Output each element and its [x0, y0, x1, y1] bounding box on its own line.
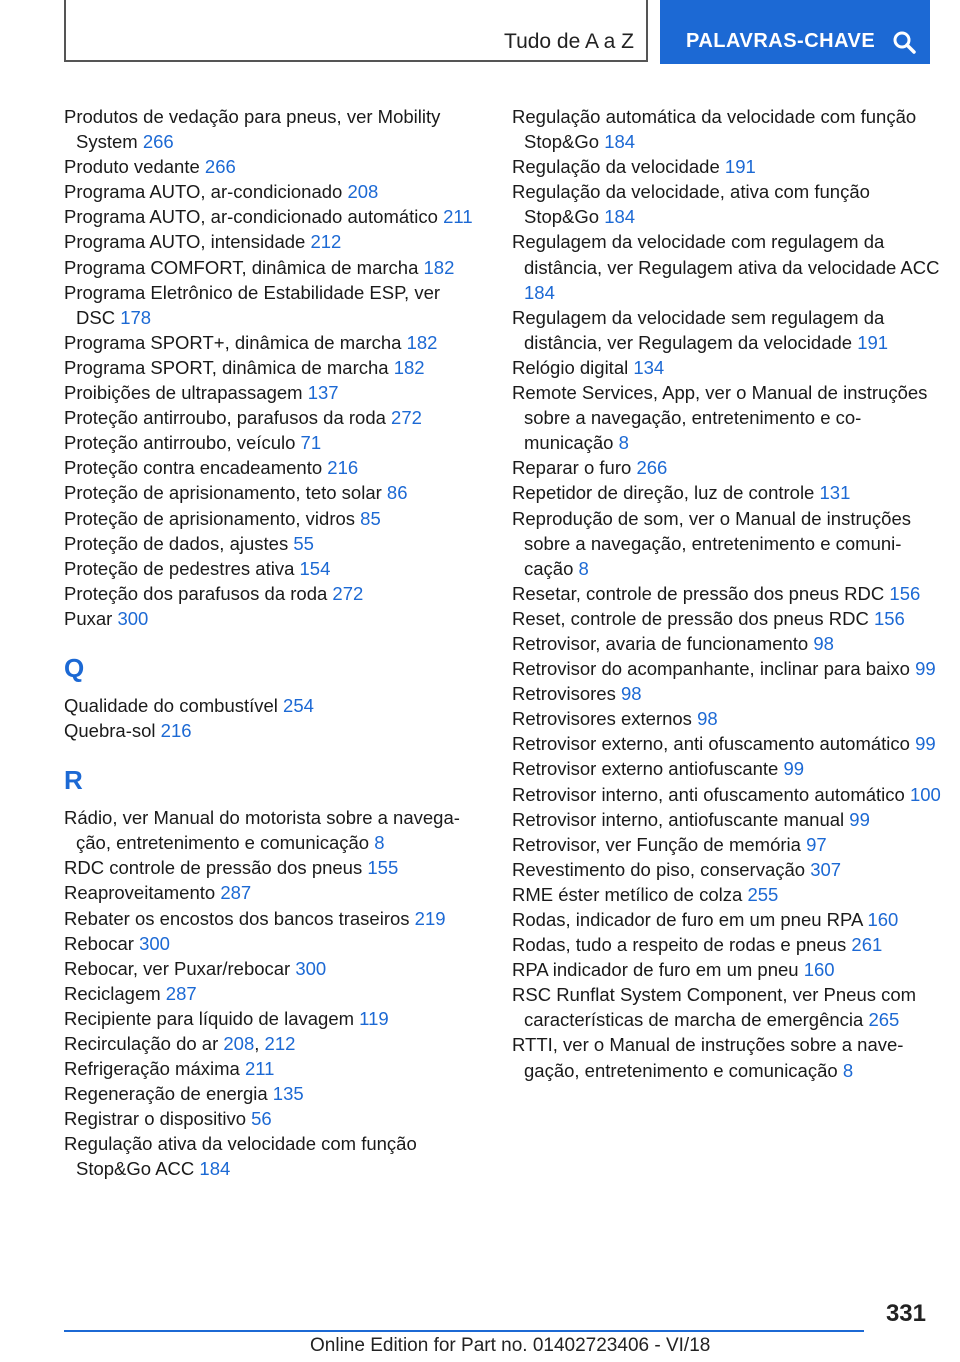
- index-entry-text: Rodas, tudo a respeito de rodas e pneus: [512, 934, 852, 956]
- page-link[interactable]: 184: [199, 1158, 231, 1180]
- index-entry: [64, 179, 484, 204]
- index-entry: [64, 455, 484, 480]
- index-entry: [512, 581, 942, 606]
- index-entry: [512, 305, 942, 355]
- index-entry-text: Reparar o furo: [512, 457, 637, 479]
- index-entry-text: Regulagem da velocidade sem regulagem da distância, ver Regulagem da velocidade: [512, 306, 885, 353]
- index-entry-text: Proteção dos parafusos da roda: [64, 582, 333, 604]
- page-link[interactable]: 212: [310, 231, 342, 253]
- page-link[interactable]: 8: [842, 1059, 854, 1081]
- index-entry: [512, 631, 942, 656]
- page-link[interactable]: 191: [857, 331, 889, 353]
- page-link[interactable]: 265: [868, 1009, 900, 1031]
- index-entry: [64, 1031, 484, 1056]
- page-link[interactable]: 99: [915, 733, 936, 755]
- page-link[interactable]: 216: [327, 457, 359, 479]
- page-link[interactable]: 55: [293, 532, 314, 554]
- index-entry-text: RME éster metílico de colza: [512, 883, 748, 905]
- page-link[interactable]: 98: [620, 683, 642, 705]
- index-entry-text: Regeneração de energia: [64, 1083, 273, 1105]
- index-entry-text: Rebocar, ver Puxar/rebocar: [64, 957, 296, 979]
- page-link[interactable]: 98: [813, 632, 834, 654]
- page-link[interactable]: 219: [414, 907, 446, 929]
- index-entry: [512, 957, 942, 982]
- index-entry: [64, 330, 484, 355]
- index-entry-text: Proteção antirroubo, veículo: [64, 432, 301, 454]
- index-entry: [64, 1106, 484, 1131]
- index-entry: [64, 718, 484, 743]
- index-entry-text: Recirculação do ar: [64, 1033, 224, 1054]
- index-entry-text: Produtos de vedação para pneus, ver Mobility System: [64, 106, 441, 153]
- index-entry-text: Retrovisor interno, anti ofuscamento automático: [512, 783, 910, 805]
- index-entry: [64, 280, 484, 330]
- index-entry: [64, 380, 484, 405]
- index-entry-text: Quebra-sol: [64, 720, 161, 742]
- page-link[interactable]: 300: [139, 932, 170, 954]
- index-entry: [64, 1081, 484, 1106]
- index-entry-text: RSC Runflat System Component, ver Pneus com características de marcha de emergência: [512, 984, 917, 1031]
- index-entry-text: Proteção antirroubo, parafusos da roda: [64, 407, 392, 429]
- index-entry-text: Rebocar: [64, 932, 140, 954]
- index-entry-text: Revestimento do piso, conservação: [512, 858, 811, 880]
- index-column-right: [512, 104, 942, 1083]
- page-link[interactable]: 155: [367, 857, 399, 879]
- index-entry: [64, 906, 484, 931]
- index-entry: [64, 805, 484, 855]
- index-entry-text: Regulação ativa da velocidade com função Stop&Go ACC: [64, 1133, 417, 1180]
- index-entry: [512, 706, 942, 731]
- footer-edition: Online Edition for Part no. 01402723406 - VI/18: [310, 1335, 711, 1356]
- index-entry-text: Retrovisor do acompanhante, inclinar para baixo: [512, 658, 916, 680]
- page-link[interactable]: 212: [264, 1033, 296, 1054]
- index-entry: [512, 506, 942, 581]
- footer-divider: [64, 1330, 864, 1332]
- page-link[interactable]: 184: [524, 281, 555, 303]
- index-entry-text: Relógio digital: [512, 356, 634, 378]
- page-separator: ,: [254, 1033, 265, 1054]
- index-entry-text: Retrovisores: [512, 683, 621, 705]
- index-entry-text: Produto vedante: [64, 156, 205, 178]
- index-entry: [512, 656, 942, 681]
- index-entry: [64, 229, 484, 254]
- page-link[interactable]: 182: [406, 331, 438, 353]
- index-entry: [64, 581, 484, 606]
- index-entry: [64, 506, 484, 531]
- index-entry: [512, 932, 942, 957]
- page-link[interactable]: 100: [909, 783, 941, 805]
- page-link[interactable]: 119: [359, 1007, 389, 1029]
- index-entry: [512, 882, 942, 907]
- index-entry-text: Programa AUTO, ar-condicionado automático: [64, 206, 444, 228]
- page-link[interactable]: 134: [633, 356, 665, 378]
- index-entry-text: Programa AUTO, intensidade: [64, 231, 311, 253]
- index-entry-text: Registrar o dispositivo: [64, 1108, 252, 1130]
- index-entry-text: Retrovisor, avaria de funcionamento: [512, 632, 814, 654]
- page-link[interactable]: 182: [423, 256, 455, 278]
- index-entry: [64, 931, 484, 956]
- page-link[interactable]: 97: [806, 833, 827, 855]
- index-entry: [512, 681, 942, 706]
- page-link[interactable]: 216: [160, 720, 192, 742]
- page-link[interactable]: 86: [386, 482, 408, 504]
- section-letter: Q: [64, 652, 85, 683]
- index-entry-text: Regulagem da velocidade com regulagem da distância, ver Regulagem ativa da velocidade ACC: [512, 231, 940, 278]
- index-entry-text: Refrigeração máxima: [64, 1058, 245, 1080]
- index-entry: [512, 179, 942, 229]
- index-entry: [64, 1131, 484, 1181]
- page-link[interactable]: 85: [360, 507, 381, 529]
- page-link[interactable]: 272: [332, 582, 364, 604]
- index-entry: [512, 606, 942, 631]
- page-link[interactable]: 266: [204, 156, 236, 178]
- page-link[interactable]: 211: [443, 206, 473, 228]
- page-link[interactable]: 8: [374, 832, 385, 854]
- page-link[interactable]: 266: [142, 131, 174, 153]
- index-entry: [64, 255, 484, 280]
- index-entry: [512, 1032, 942, 1082]
- page-link[interactable]: 300: [117, 607, 149, 629]
- page-link[interactable]: 135: [272, 1083, 304, 1105]
- page-link[interactable]: 261: [851, 934, 883, 956]
- index-entry: [64, 355, 484, 380]
- index-entry-text: Retrovisor externo antiofuscante: [512, 758, 784, 780]
- index-entry: [64, 556, 484, 581]
- index-entry-text: Recipiente para líquido de lavagem: [64, 1007, 360, 1029]
- index-entry-text: Reciclagem: [64, 982, 166, 1004]
- index-entry-text: Repetidor de direção, luz de controle: [512, 482, 820, 504]
- index-entry: [64, 480, 484, 505]
- index-entry-text: Regulação da velocidade, ativa com função Stop&Go: [512, 181, 870, 228]
- index-entry: [512, 782, 942, 807]
- index-entry: [512, 455, 942, 480]
- index-entry-text: Reset, controle de pressão dos pneus RDC: [512, 607, 874, 629]
- tab-a-to-z[interactable]: [64, 0, 648, 62]
- page-link[interactable]: 56: [251, 1108, 272, 1130]
- page-link[interactable]: 160: [803, 959, 835, 981]
- index-entry-text: Reprodução de som, ver o Manual de instruções sobre a navegação, entretenimento e comunicação: [512, 507, 911, 579]
- index-entry-text: Reaproveitamento: [64, 882, 221, 904]
- index-entry: [64, 693, 484, 718]
- index-entry: [64, 880, 484, 905]
- index-entry: [64, 531, 484, 556]
- page-link[interactable]: 184: [604, 131, 636, 153]
- index-entry-text: RTTI, ver o Manual de instruções sobre a navegação, entretenimento e comunicação: [512, 1034, 904, 1081]
- section-letter: R: [64, 765, 83, 796]
- index-entry-text: Retrovisor interno, antiofuscante manual: [512, 808, 850, 830]
- index-entry: [512, 756, 942, 781]
- index-entry: [64, 981, 484, 1006]
- page-link[interactable]: 131: [819, 482, 851, 504]
- index-entry: [512, 355, 942, 380]
- page-link[interactable]: 156: [873, 607, 905, 629]
- index-entry-text: Programa SPORT+, dinâmica de marcha: [64, 331, 407, 353]
- page-link[interactable]: 208: [223, 1033, 255, 1054]
- index-column-left: [64, 104, 484, 1182]
- page-link[interactable]: 208: [347, 181, 379, 203]
- tab-a-to-z-label: Tudo de A a Z: [504, 30, 634, 53]
- page-link[interactable]: 182: [393, 356, 425, 378]
- index-entry-text: Regulação automática da velocidade com função Stop&Go: [512, 106, 917, 153]
- page-link[interactable]: 154: [299, 557, 331, 579]
- index-entry: [512, 380, 942, 455]
- index-entry-text: Programa AUTO, ar-condicionado: [64, 181, 348, 203]
- index-entry: [64, 405, 484, 430]
- page-link[interactable]: 307: [810, 858, 842, 880]
- index-entry: [64, 104, 484, 154]
- index-entry-text: Proteção de dados, ajustes: [64, 532, 294, 554]
- page-link[interactable]: 178: [120, 306, 152, 328]
- index-entry: [64, 1006, 484, 1031]
- index-entry: [512, 832, 942, 857]
- top-navigation: [64, 0, 930, 64]
- index-entry-text: Rodas, indicador de furo em um pneu RPA: [512, 909, 868, 930]
- index-entry-text: Puxar: [64, 607, 118, 629]
- index-entry-text: Remote Services, App, ver o Manual de instruções sobre a navegação, entretenimento e comunicação: [512, 382, 928, 454]
- page-link[interactable]: 156: [889, 582, 921, 604]
- index-entry-text: Regulação da velocidade: [512, 156, 725, 178]
- index-entry: [64, 430, 484, 455]
- index-entry: [64, 956, 484, 981]
- page-link[interactable]: 8: [618, 432, 629, 454]
- index-entry: [64, 154, 484, 179]
- page-link[interactable]: 99: [783, 758, 805, 780]
- page-link[interactable]: 98: [697, 708, 718, 730]
- index-entry-text: Proibições de ultrapassagem: [64, 382, 308, 404]
- tab-keywords-label: PALAVRAS-CHAVE: [686, 30, 876, 52]
- index-entry: [512, 104, 942, 154]
- index-entry: [64, 855, 484, 880]
- tab-keywords[interactable]: [660, 0, 930, 64]
- page-number: 331: [885, 1300, 926, 1327]
- index-entry-text: Proteção de aprisionamento, vidros: [64, 507, 361, 529]
- page-link[interactable]: 71: [300, 432, 322, 454]
- page-link[interactable]: 191: [724, 156, 756, 178]
- page-link[interactable]: 137: [307, 382, 339, 404]
- page-link[interactable]: 287: [220, 882, 252, 904]
- page-link[interactable]: 255: [747, 883, 779, 905]
- page-link[interactable]: 300: [295, 957, 327, 979]
- page-link[interactable]: 272: [391, 407, 422, 429]
- index-entry: [512, 982, 942, 1032]
- index-entry: [64, 606, 484, 631]
- page-link[interactable]: 8: [578, 557, 589, 579]
- index-entry-text: RDC controle de pressão dos pneus: [64, 857, 368, 879]
- index-entry: [512, 907, 942, 932]
- index-entry-text: Programa COMFORT, dinâmica de marcha: [64, 256, 424, 278]
- search-icon[interactable]: [892, 30, 916, 54]
- page-link[interactable]: 211: [244, 1058, 275, 1080]
- index-entry-text: Rádio, ver Manual do motorista sobre a navegação, entretenimento e comunicação: [64, 807, 460, 854]
- index-entry-text: RPA indicador de furo em um pneu: [512, 959, 804, 981]
- index-entry-text: Proteção de aprisionamento, teto solar: [64, 482, 387, 504]
- index-entry-text: Retrovisor externo, anti ofuscamento automático: [512, 733, 916, 755]
- index-entry-text: Programa Eletrônico de Estabilidade ESP, ver DSC: [64, 281, 441, 328]
- index-entry: [64, 204, 484, 229]
- index-entry: [512, 731, 942, 756]
- index-entry: [512, 480, 942, 505]
- index-entry: [512, 229, 942, 304]
- page-link[interactable]: 99: [915, 658, 936, 680]
- index-entry-text: Proteção de pedestres ativa: [64, 557, 300, 579]
- index-entry-text: Proteção contra encadeamento: [64, 457, 328, 479]
- index-entry: [64, 1056, 484, 1081]
- page-link[interactable]: 287: [165, 982, 197, 1004]
- index-entry: [512, 807, 942, 832]
- index-entry-text: Resetar, controle de pressão dos pneus RDC: [512, 582, 890, 604]
- index-entry-text: Rebater os encostos dos bancos traseiros: [64, 907, 415, 929]
- index-entry: [512, 154, 942, 179]
- index-entry-text: Retrovisores externos: [512, 708, 698, 730]
- page-link[interactable]: 99: [849, 808, 870, 830]
- page-link[interactable]: 254: [283, 694, 314, 716]
- page-link[interactable]: 184: [604, 206, 636, 228]
- index-entry: [512, 857, 942, 882]
- page-link[interactable]: 160: [867, 909, 899, 930]
- index-entry-text: Programa SPORT, dinâmica de marcha: [64, 356, 394, 378]
- index-entry-text: Retrovisor, ver Função de memória: [512, 833, 807, 855]
- page-link[interactable]: 266: [636, 457, 668, 479]
- index-entry-text: Qualidade do combustível: [64, 694, 284, 716]
